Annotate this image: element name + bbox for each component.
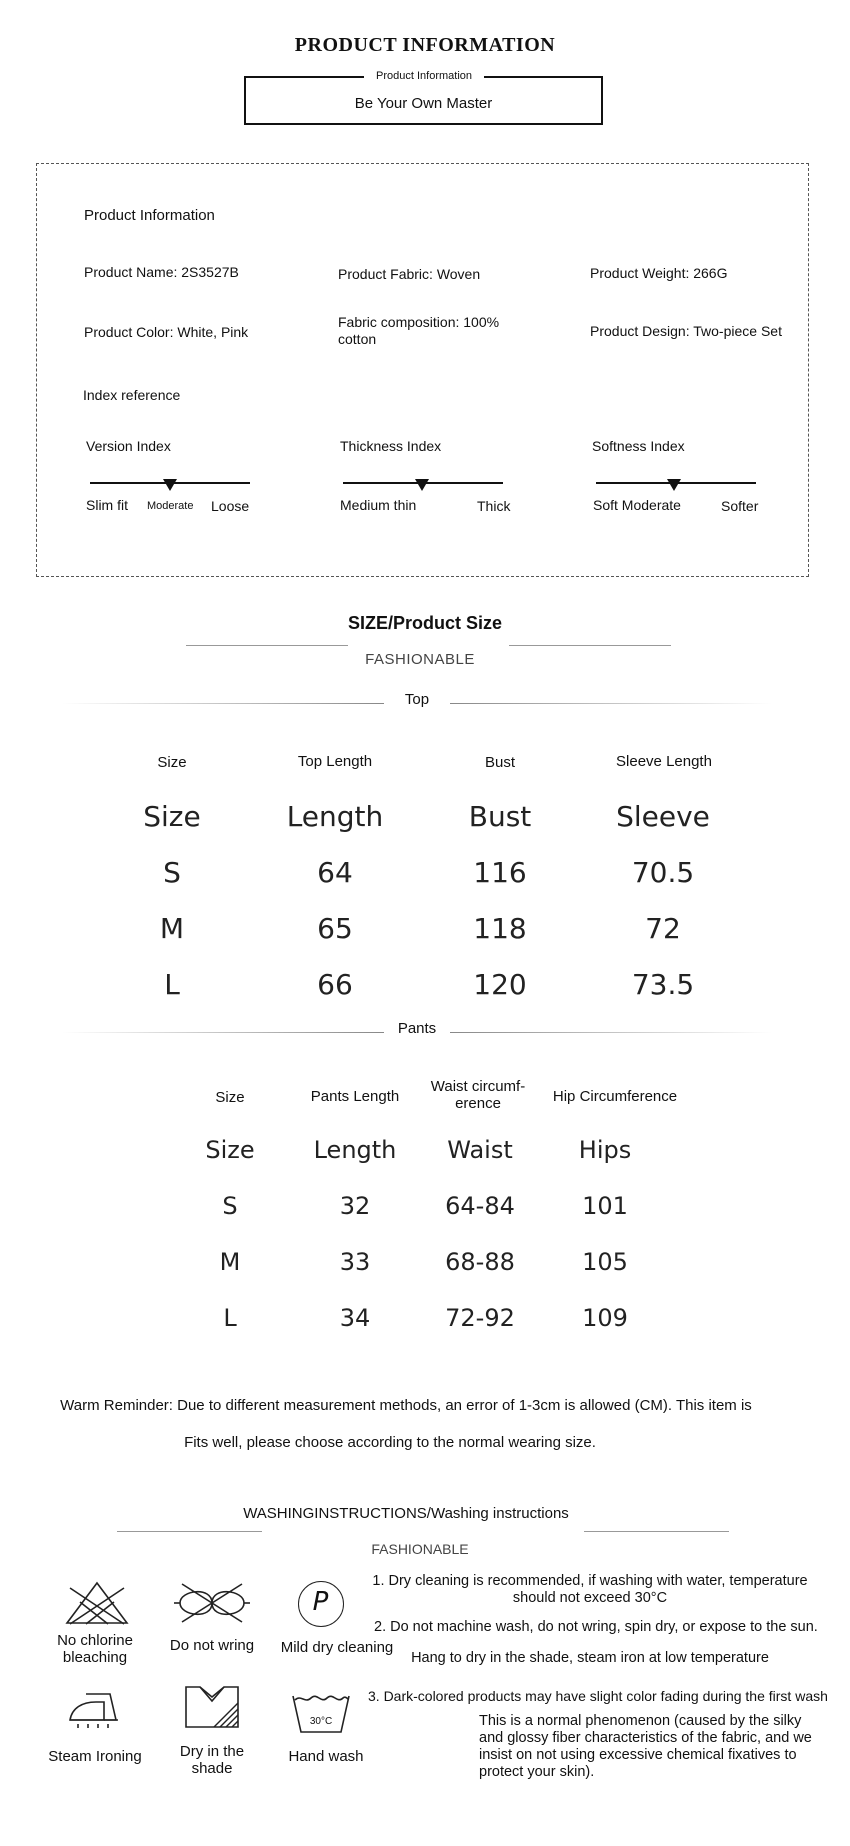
no-chlorine-label (40, 1632, 150, 1666)
fabric-composition-line2: cotton (338, 331, 377, 347)
table-cell: 34 (339, 1304, 371, 1332)
header-frame-top-right (484, 76, 603, 78)
instruction-3: 3. Dark-colored products may have slight color fading during the first wash (368, 1688, 828, 1704)
instruction-1-line2: should not exceed 30°C (512, 1590, 668, 1606)
no-chlorine-icon (64, 1580, 130, 1626)
thickness-index-label-left: Medium thin (340, 497, 417, 513)
top-header-bust: Bust (484, 754, 515, 771)
size-section-title: SIZE/Product Size (347, 613, 503, 633)
pants-rule-left (62, 1032, 384, 1033)
top-table-label: Top (404, 691, 430, 708)
fabric-composition (338, 314, 499, 348)
table-cell: 72-92 (445, 1304, 515, 1332)
steam-ironing-label: Steam Ironing (48, 1748, 142, 1765)
size-rule-right (509, 645, 671, 646)
washing-rule-right (584, 1531, 729, 1532)
table-cell: S (222, 1192, 238, 1220)
product-info-box (36, 163, 809, 577)
table-cell: 120 (473, 968, 527, 1001)
version-index-label-mid: Moderate (147, 500, 194, 512)
washing-rule-left (117, 1531, 262, 1532)
hand-wash-temperature: 30°C (309, 1716, 333, 1727)
page-title: PRODUCT INFORMATION (294, 34, 556, 56)
softness-index-label-left: Soft Moderate (593, 497, 681, 513)
product-design: Product Design: Two-piece Set (590, 323, 782, 339)
dry-in-shade-label-line2: shade (191, 1760, 233, 1777)
thickness-index-title: Thickness Index (340, 438, 442, 454)
table-cell: 64 (317, 856, 353, 889)
instruction-1 (360, 1573, 820, 1607)
instruction-2b: Hang to dry in the shade, steam iron at low temperature (411, 1650, 769, 1666)
table-cell: 109 (582, 1304, 628, 1332)
instruction-3b-line1: This is a normal phenomenon (caused by the silky (479, 1713, 802, 1729)
top-header-size: Size (157, 754, 187, 771)
softness-index-label-right: Softer (721, 498, 759, 514)
version-index-marker (163, 479, 177, 491)
mild-dry-cleaning-icon (298, 1581, 344, 1627)
pants-header-waist-line2: erence (455, 1095, 501, 1112)
product-color: Product Color: White, Pink (84, 324, 249, 340)
top-sub-bust: Bust (468, 800, 532, 833)
version-index-title: Version Index (86, 438, 171, 454)
no-chlorine-label-line2: bleaching (62, 1649, 128, 1666)
pants-header-waist-line1: Waist circumf- (430, 1078, 526, 1095)
top-sub-sleeve: Sleeve (616, 800, 710, 833)
do-not-wring-label: Do not wring (169, 1637, 255, 1654)
header-frame-top-left (244, 76, 364, 78)
pants-sub-waist: Waist (447, 1136, 513, 1164)
top-header-sleeve: Sleeve Length (616, 753, 712, 770)
dry-in-shade-label (162, 1743, 262, 1777)
header-subtitle: Product Information (376, 70, 472, 82)
pants-header-waist (418, 1078, 538, 1112)
pants-sub-length: Length (313, 1136, 397, 1164)
mild-dry-cleaning-label: Mild dry cleaning (280, 1639, 394, 1656)
table-cell: 73.5 (631, 968, 695, 1001)
pants-header-length: Pants Length (310, 1088, 400, 1105)
dry-in-shade-icon (182, 1683, 242, 1731)
top-rule-right (450, 703, 772, 704)
table-cell: L (164, 968, 180, 1001)
table-cell: 72 (645, 912, 681, 945)
steam-ironing-icon (66, 1690, 122, 1730)
table-cell: 105 (582, 1248, 628, 1276)
do-not-wring-icon (172, 1582, 252, 1624)
table-cell: 68-88 (445, 1248, 515, 1276)
header-slogan: Be Your Own Master (354, 95, 493, 112)
pants-sub-size: Size (205, 1136, 255, 1164)
table-cell: 33 (339, 1248, 371, 1276)
pants-rule-right (450, 1032, 772, 1033)
warm-reminder-line1: Warm Reminder: Due to different measurement methods, an error of 1-3cm is allowed (CM). This item is (60, 1397, 752, 1414)
table-cell: L (223, 1304, 237, 1332)
softness-index-marker (667, 479, 681, 491)
instruction-3b-line2: and glossy fiber characteristics of the fabric, and we (479, 1730, 812, 1746)
table-cell: 32 (339, 1192, 371, 1220)
fabric-composition-line1: Fabric composition: 100% (338, 314, 500, 330)
product-weight: Product Weight: 266G (590, 265, 728, 281)
dry-in-shade-label-line1: Dry in the (179, 1743, 245, 1760)
instruction-2: 2. Do not machine wash, do not wring, spin dry, or expose to the sun. (374, 1619, 818, 1635)
instruction-3b (479, 1713, 839, 1781)
table-cell: S (163, 856, 181, 889)
washing-fashion-label: FASHIONABLE (371, 1541, 469, 1557)
table-cell: 70.5 (631, 856, 695, 889)
softness-index-title: Softness Index (592, 438, 685, 454)
table-cell: 116 (473, 856, 527, 889)
hand-wash-icon (291, 1688, 351, 1736)
version-index-label-left: Slim fit (86, 497, 128, 513)
size-rule-left (186, 645, 348, 646)
warm-reminder-line2: Fits well, please choose according to the normal wearing size. (184, 1434, 596, 1451)
index-title: Index reference (83, 387, 181, 403)
instruction-1-line1: 1. Dry cleaning is recommended, if washing with water, temperature (372, 1573, 808, 1589)
table-cell: 64-84 (445, 1192, 515, 1220)
pants-sub-hips: Hips (578, 1136, 632, 1164)
no-chlorine-label-line1: No chlorine (57, 1632, 133, 1649)
thickness-index-label-right: Thick (477, 498, 511, 514)
table-cell: M (159, 912, 185, 945)
pants-table-label: Pants (397, 1020, 437, 1037)
size-fashion-label: FASHIONABLE (365, 651, 475, 668)
product-name: Product Name: 2S3527B (84, 264, 239, 280)
info-section-title: Product Information (84, 207, 215, 224)
instruction-3b-line4: protect your skin). (479, 1764, 595, 1780)
thickness-index-marker (415, 479, 429, 491)
table-cell: 101 (582, 1192, 628, 1220)
version-index-label-right: Loose (211, 498, 250, 514)
hand-wash-label: Hand wash (288, 1748, 364, 1765)
table-cell: M (219, 1248, 241, 1276)
pants-header-hip: Hip Circumference (552, 1088, 678, 1105)
product-fabric: Product Fabric: Woven (338, 266, 481, 282)
mild-dry-cleaning-letter: P (312, 1587, 329, 1617)
top-header-length: Top Length (297, 753, 373, 770)
table-cell: 65 (317, 912, 353, 945)
top-rule-left (62, 703, 384, 704)
table-cell: 66 (317, 968, 353, 1001)
washing-title: WASHINGINSTRUCTIONS/Washing instructions (243, 1505, 569, 1522)
pants-header-size: Size (215, 1089, 245, 1106)
top-sub-size: Size (143, 800, 201, 833)
table-cell: 118 (473, 912, 527, 945)
instruction-3b-line3: insist on not using excessive chemical fixatives to (479, 1747, 797, 1763)
top-sub-length: Length (286, 800, 384, 833)
